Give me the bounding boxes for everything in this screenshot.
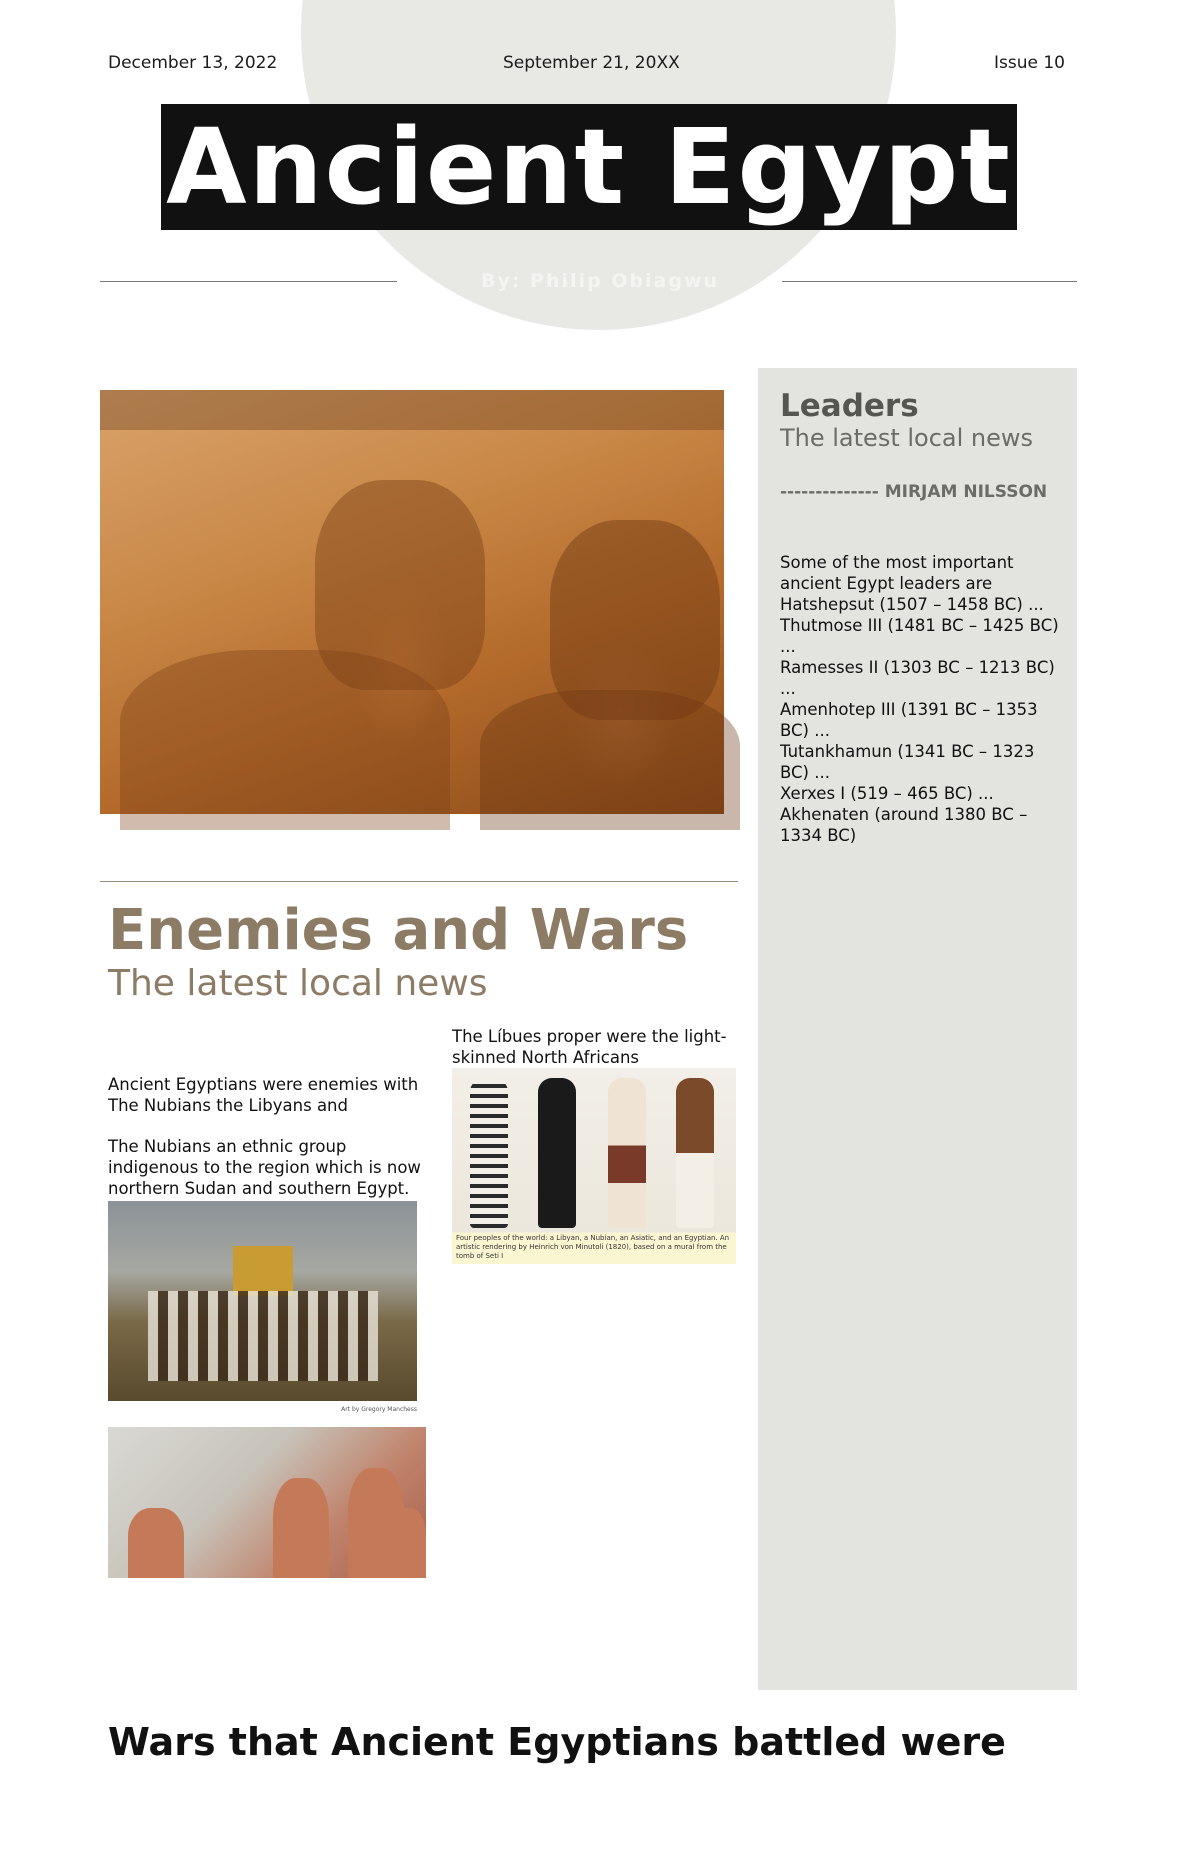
issue-number: Issue 10 — [994, 53, 1065, 73]
leader-line: Amenhotep III (1391 BC – 1353 BC) ... — [780, 700, 1038, 740]
sidebar-subheading: The latest local news — [780, 424, 1034, 452]
sidebar-body — [780, 552, 1060, 846]
leader-line: Akhenaten (around 1380 BC – 1334 BC) — [780, 805, 1028, 845]
section-subheading: The latest local news — [108, 963, 488, 1004]
abu-simbel-statues-image — [100, 390, 724, 814]
date-center: September 21, 20XX — [503, 53, 680, 73]
section-heading: Enemies and Wars — [108, 898, 689, 963]
egyptian-soldiers-image — [108, 1427, 426, 1578]
footer-heading: Wars that Ancient Egyptians battled were — [108, 1720, 1006, 1764]
leader-line: Some of the most important ancient Egypt leaders are Hatshepsut (1507 – 1458 BC) ... — [780, 553, 1044, 614]
leader-line: Ramesses II (1303 BC – 1213 BC) ... — [780, 658, 1055, 698]
left-column-text — [108, 1074, 428, 1219]
nubian-procession-image — [108, 1201, 417, 1413]
date-left: December 13, 2022 — [108, 53, 278, 73]
section-rule — [100, 881, 738, 882]
byline-rule-left — [100, 281, 397, 282]
four-peoples-image — [452, 1068, 736, 1264]
masthead-title: Ancient Egypt — [161, 104, 1017, 230]
leader-line: Tutankhamun (1341 BC – 1323 BC) ... — [780, 742, 1035, 782]
right-column-text: The Líbues proper were the light-skinned North Africans — [452, 1027, 727, 1067]
leader-line: Thutmose III (1481 BC – 1425 BC) ... — [780, 616, 1059, 656]
paragraph: The Nubians an ethnic group indigenous to the region which is now northern Sudan and southern Egypt. — [108, 1137, 421, 1198]
sidebar-heading: Leaders — [780, 388, 919, 424]
leader-line: Xerxes I (519 – 465 BC) ... — [780, 784, 994, 803]
byline: By: Philip Obiagwu — [480, 270, 720, 292]
image-credit: Art by Gregory Manchess — [341, 1406, 417, 1413]
sidebar-author: -------------- MIRJAM NILSSON — [780, 482, 1048, 502]
paragraph: Ancient Egyptians were enemies with The Nubians the Libyans and — [108, 1075, 419, 1115]
byline-rule-right — [782, 281, 1077, 282]
image-caption: Four peoples of the world: a Libyan, a Nubian, an Asiatic, and an Egyptian. An artistic rendering by Heinrich von Minutoli (1820), based on a mural from the tomb of Seti I — [456, 1234, 730, 1260]
